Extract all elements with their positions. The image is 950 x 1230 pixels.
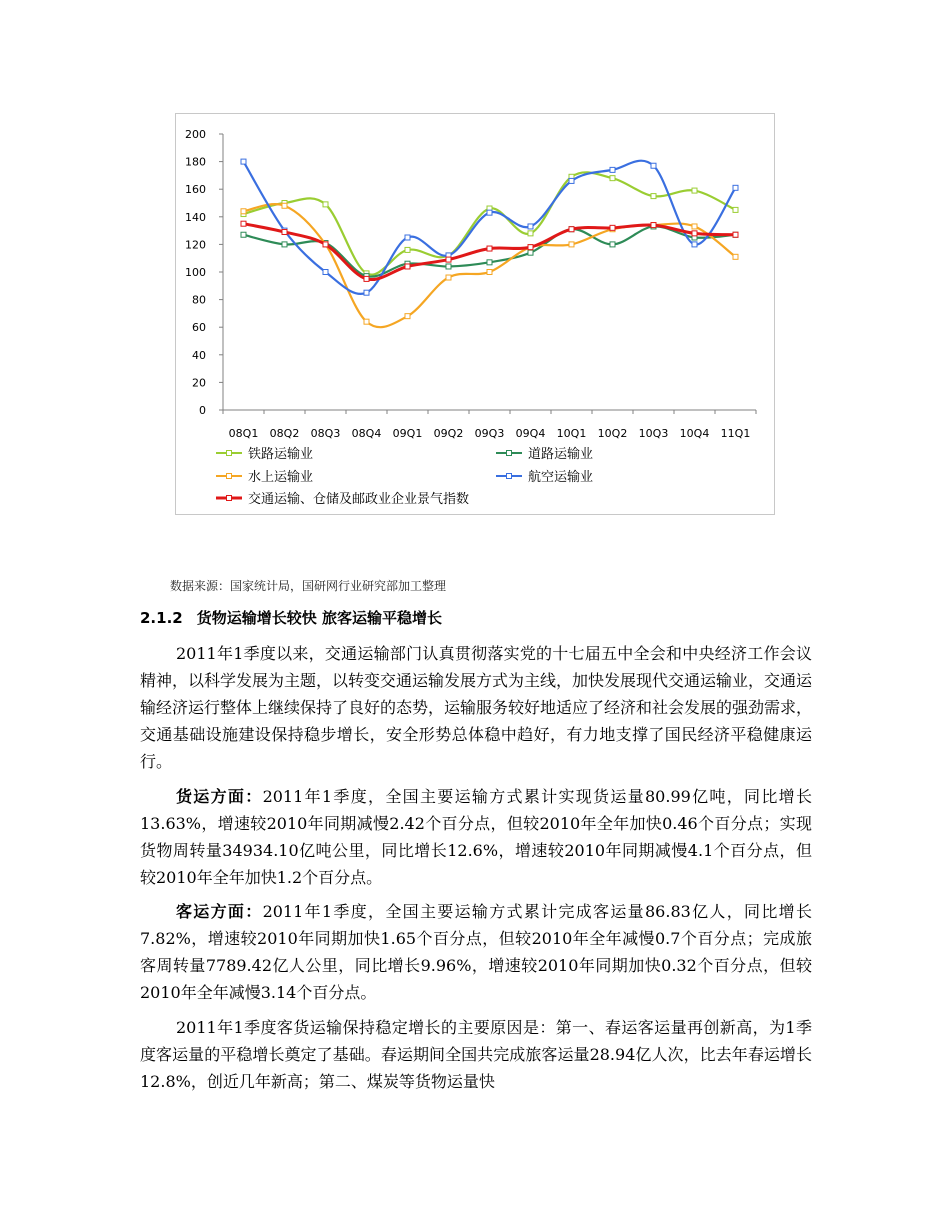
data-point bbox=[241, 232, 246, 237]
data-point bbox=[364, 290, 369, 295]
freight-lead: 货运方面： bbox=[176, 787, 263, 806]
data-point bbox=[241, 221, 246, 226]
paragraph-passenger bbox=[140, 898, 812, 1006]
legend-item bbox=[216, 469, 313, 485]
data-point bbox=[733, 254, 738, 259]
x-tick-label: 08Q3 bbox=[310, 427, 341, 440]
data-point bbox=[692, 242, 697, 247]
data-point bbox=[241, 159, 246, 164]
y-tick-label: 180 bbox=[185, 155, 206, 169]
data-source-note: 数据来源：国家统计局，国研网行业研究部加工整理 bbox=[170, 579, 447, 593]
section-heading bbox=[140, 607, 456, 628]
section-number: 2.1.2 bbox=[140, 609, 183, 627]
data-point bbox=[282, 203, 287, 208]
data-point bbox=[446, 257, 451, 262]
x-axis-ticks bbox=[223, 410, 756, 440]
data-point bbox=[528, 224, 533, 229]
x-tick-label: 09Q1 bbox=[392, 427, 423, 440]
paragraph-intro: 2011年1季度以来，交通运输部门认真贯彻落实党的十七届五中全会和中央经济工作会议精神，以科学发展为主题，以转变交通运输发展方式为主线，加快发展现代交通运输业，交通运输经济运行整体上继续保持了良好的态势，运输服务较好地适应了经济和社会发展的强劲需求，交通基础设施建设保持稳步增长，安全形势总体稳中趋好，有力地支撑了国民经济平稳健康运行。 bbox=[140, 644, 813, 771]
y-tick-label: 20 bbox=[192, 376, 206, 390]
legend-item bbox=[496, 446, 593, 462]
x-tick-label: 08Q1 bbox=[228, 427, 259, 440]
data-point bbox=[733, 185, 738, 190]
y-tick-label: 140 bbox=[185, 210, 206, 224]
data-point bbox=[528, 231, 533, 236]
legend-label: 航空运输业 bbox=[528, 470, 594, 485]
x-tick-label: 10Q3 bbox=[638, 427, 669, 440]
data-point bbox=[405, 264, 410, 269]
y-tick-label: 80 bbox=[192, 293, 206, 307]
y-tick-label: 0 bbox=[199, 404, 206, 417]
legend-label: 水上运输业 bbox=[248, 470, 314, 485]
data-point bbox=[323, 202, 328, 207]
data-point bbox=[487, 210, 492, 215]
data-point bbox=[282, 229, 287, 234]
data-point bbox=[610, 167, 615, 172]
legend-label: 道路运输业 bbox=[528, 447, 594, 462]
x-tick-label: 08Q2 bbox=[269, 427, 300, 440]
data-point bbox=[446, 275, 451, 280]
section-title: 货物运输增长较快 旅客运输平稳增长 bbox=[196, 609, 442, 627]
data-point bbox=[282, 242, 287, 247]
data-point bbox=[610, 176, 615, 181]
x-tick-label: 08Q4 bbox=[351, 427, 382, 440]
data-point bbox=[569, 242, 574, 247]
legend-item bbox=[496, 469, 593, 485]
data-point bbox=[241, 209, 246, 214]
freight-text: 2011年1季度，全国主要运输方式累计实现货运量80.99亿吨，同比增长13.63%，增速较2010年同期减慢2.42个百分点，但较2010年全年加快0.46个百分点；实现货物周转量34934.10亿吨公里，同比增长12.6%，增速较2010年同期减慢4.1个百分点，但较2010年全年加快1.2个百分点。 bbox=[140, 787, 812, 887]
legend-marker bbox=[227, 474, 232, 479]
x-tick-label: 11Q1 bbox=[720, 427, 751, 440]
y-axis-ticks bbox=[185, 128, 223, 417]
y-tick-label: 200 bbox=[185, 128, 206, 141]
data-point bbox=[405, 247, 410, 252]
legend-label: 交通运输、仓储及邮政业企业景气指数 bbox=[248, 492, 470, 507]
legend-marker bbox=[507, 474, 512, 479]
data-point bbox=[692, 224, 697, 229]
data-point bbox=[651, 163, 656, 168]
x-tick-label: 10Q1 bbox=[556, 427, 587, 440]
x-tick-label: 09Q2 bbox=[433, 427, 464, 440]
y-tick-label: 120 bbox=[185, 238, 206, 252]
y-tick-label: 160 bbox=[185, 183, 206, 197]
y-tick-label: 40 bbox=[192, 348, 206, 362]
data-point bbox=[651, 223, 656, 228]
data-point bbox=[569, 178, 574, 183]
passenger-lead: 客运方面： bbox=[176, 902, 263, 921]
x-tick-label: 10Q2 bbox=[597, 427, 628, 440]
data-point bbox=[733, 207, 738, 212]
passenger-text: 2011年1季度，全国主要运输方式累计完成客运量86.83亿人，同比增长7.82%，增速较2010年同期加快1.65个百分点，但较2010年全年减慢0.7个百分点；完成旅客周转量7789.42亿人公里，同比增长9.96%，增速较2010年同期加快0.32个百分点，但较2010年全年减慢3.14个百分点。 bbox=[140, 902, 812, 1002]
legend-item bbox=[216, 446, 313, 462]
legend-item bbox=[216, 491, 469, 507]
legend-label: 铁路运输业 bbox=[248, 447, 314, 462]
data-point bbox=[364, 319, 369, 324]
data-point bbox=[610, 225, 615, 230]
data-point bbox=[405, 314, 410, 319]
data-point bbox=[692, 231, 697, 236]
series-lines bbox=[241, 159, 738, 327]
data-point bbox=[487, 246, 492, 251]
paragraph-reasons: 2011年1季度客货运输保持稳定增长的主要原因是：第一、春运客运量再创新高，为1季度客运量的平稳增长奠定了基础。春运期间全国共完成旅客运量28.94亿人次，比去年春运增长12.8%，创近几年新高；第二、煤炭等货物运量快 bbox=[140, 1018, 812, 1091]
data-point bbox=[528, 245, 533, 250]
data-point bbox=[364, 276, 369, 281]
data-point bbox=[692, 188, 697, 193]
line-chart bbox=[176, 114, 774, 514]
data-point bbox=[487, 260, 492, 265]
y-tick-label: 60 bbox=[192, 321, 206, 335]
legend-marker bbox=[507, 451, 512, 456]
data-point bbox=[405, 235, 410, 240]
y-tick-label: 100 bbox=[185, 266, 206, 279]
chart-container bbox=[175, 113, 775, 515]
data-point bbox=[323, 270, 328, 275]
legend-marker bbox=[227, 496, 232, 501]
data-point bbox=[569, 227, 574, 232]
data-point bbox=[487, 270, 492, 275]
data-point bbox=[651, 194, 656, 199]
x-tick-label: 10Q4 bbox=[679, 427, 710, 440]
x-tick-label: 09Q4 bbox=[515, 427, 546, 440]
legend-marker bbox=[227, 451, 232, 456]
data-point bbox=[323, 242, 328, 247]
data-point bbox=[446, 264, 451, 269]
paragraph-freight bbox=[140, 783, 812, 891]
data-point bbox=[528, 250, 533, 255]
data-point bbox=[733, 232, 738, 237]
data-point bbox=[610, 242, 615, 247]
x-tick-label: 09Q3 bbox=[474, 427, 505, 440]
chart-legend bbox=[216, 446, 593, 507]
